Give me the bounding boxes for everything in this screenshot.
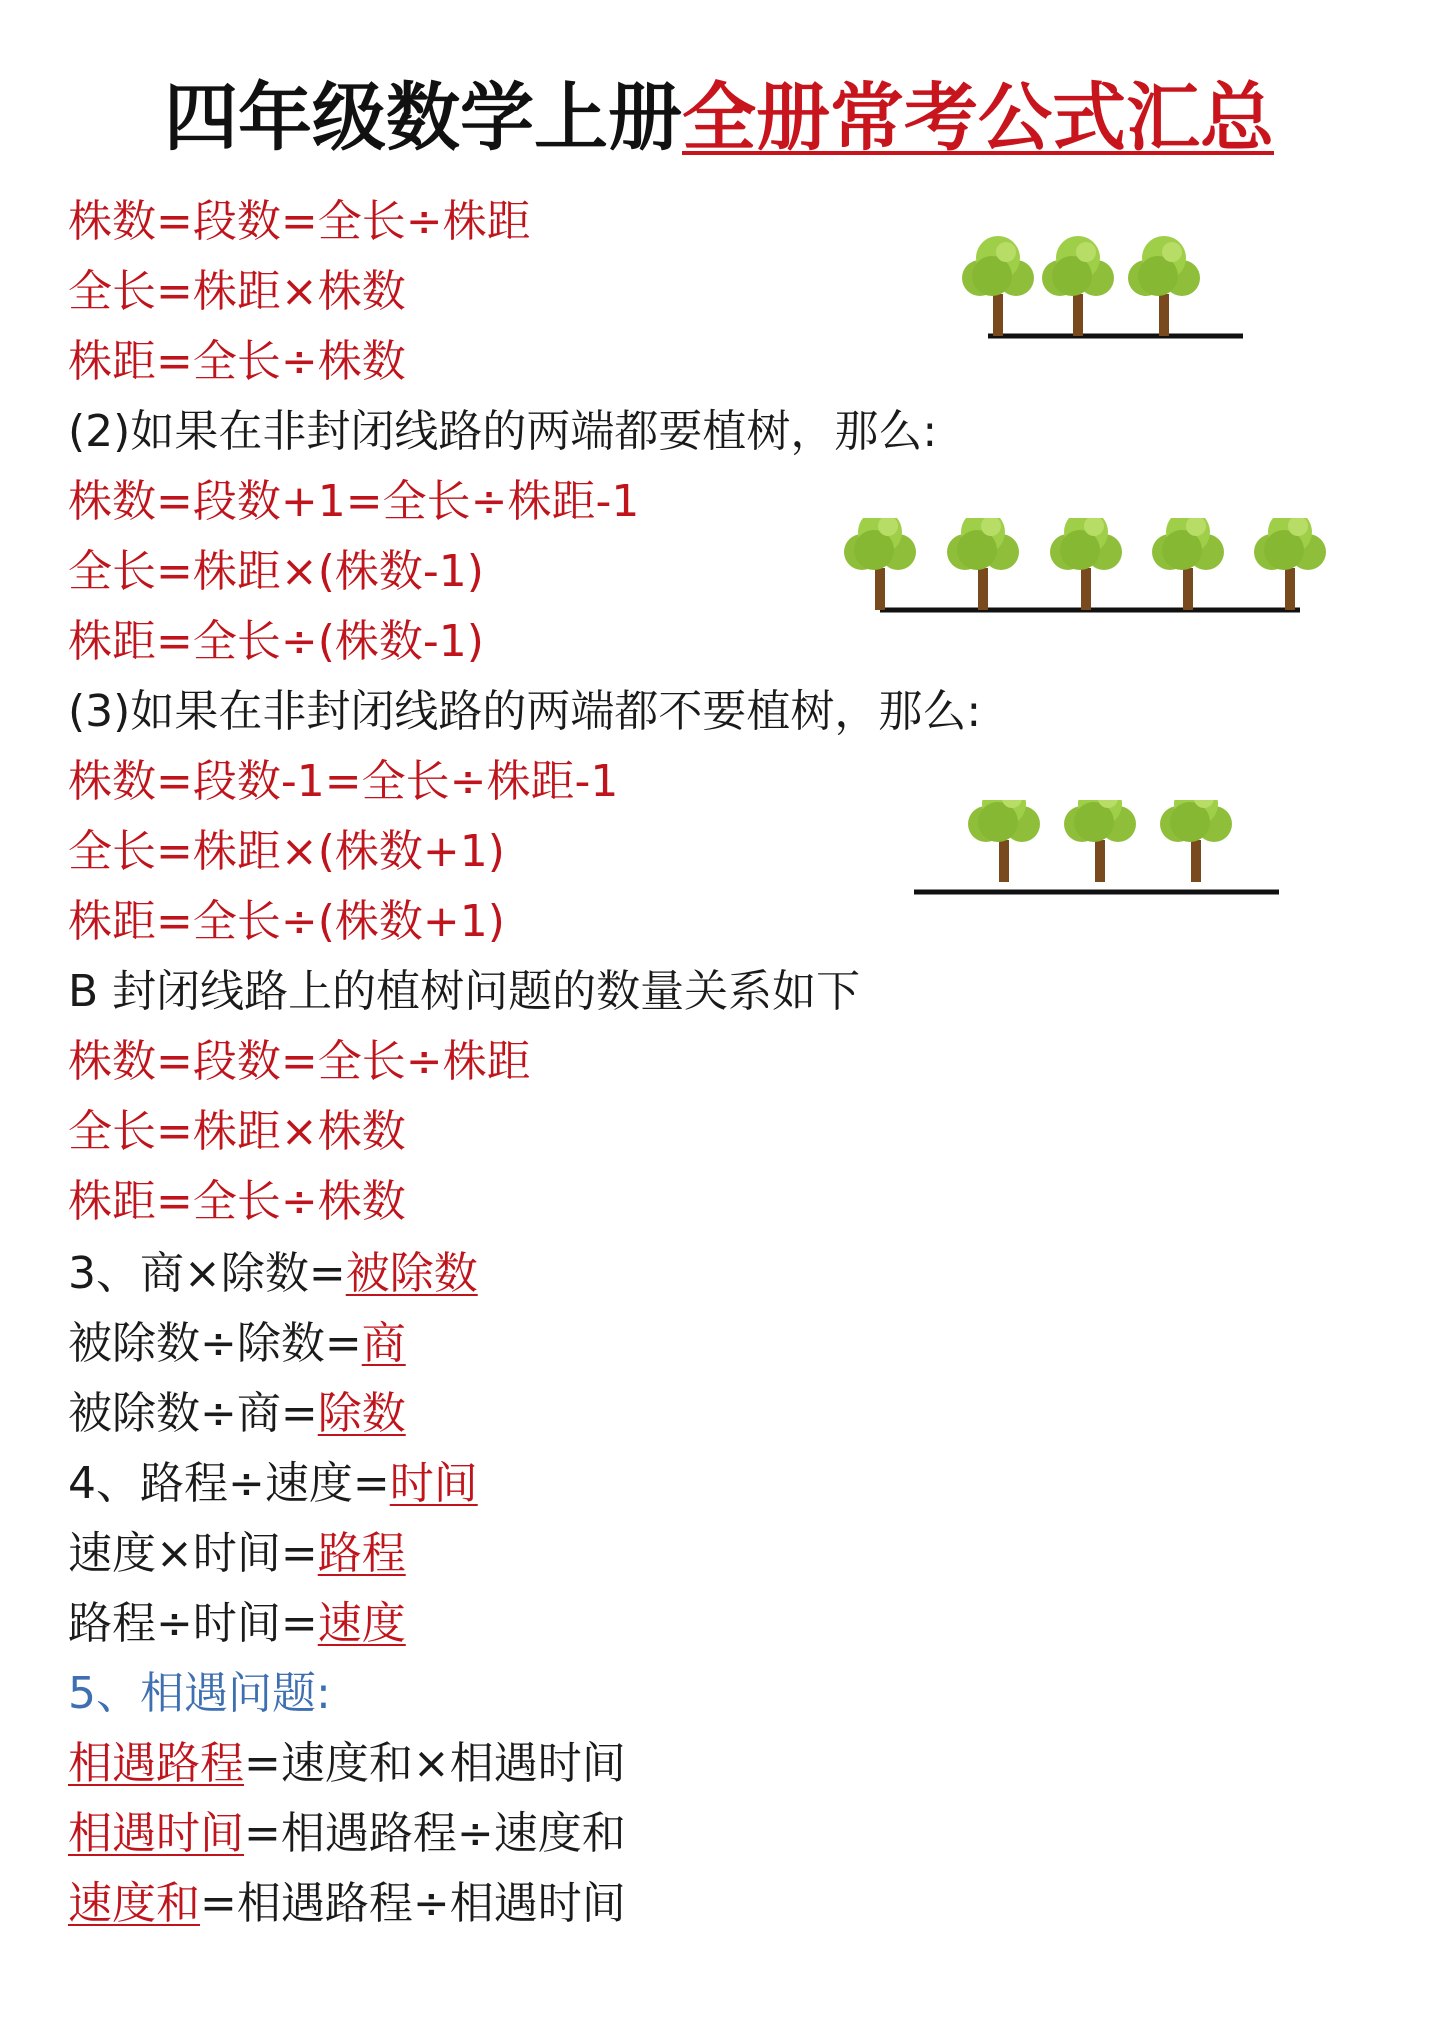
formula-text: 速度×时间=: [68, 1528, 318, 1579]
formula-text: (2)如果在非封闭线路的两端都要植树，那么:: [68, 406, 938, 457]
answer-text: 速度: [317, 1598, 406, 1649]
formula-text: 全长=株距×株数: [68, 1106, 406, 1157]
formula-line: [68, 196, 531, 247]
formula-line: [68, 756, 619, 807]
formula-line: [68, 1176, 406, 1227]
tree-icon: [968, 800, 1040, 882]
tree-icon: [947, 518, 1019, 610]
formula-line: [68, 686, 982, 737]
tree-icon: [1254, 518, 1326, 610]
answer-text: 除数: [317, 1388, 406, 1439]
formula-line: [68, 336, 406, 387]
tree-icon: [1128, 236, 1200, 336]
formula-text: 株距=全长÷(株数+1): [68, 896, 505, 947]
formula-text: 株距=全长÷株数: [68, 1176, 406, 1227]
formula-line: [68, 826, 505, 877]
formula-text: 株数=段数=全长÷株距: [68, 1036, 531, 1087]
formula-line: [68, 1248, 478, 1299]
trees-illustration-1: [958, 228, 1268, 356]
tree-icon: [1050, 518, 1122, 610]
answer-text: 速度和: [68, 1878, 200, 1929]
tree-icon: [1152, 518, 1224, 610]
formula-text: 株距=全长÷株数: [68, 336, 406, 387]
formula-text: 全长=株距×株数: [68, 266, 406, 317]
formula-text: 5、相遇问题:: [68, 1668, 331, 1719]
formula-text: 被除数÷商=: [68, 1388, 318, 1439]
formula-line: [68, 1598, 406, 1649]
page-title: [0, 75, 1438, 161]
formula-line: [68, 406, 938, 457]
formula-line: [68, 616, 484, 667]
formula-text: 株数=段数+1=全长÷株距-1: [68, 476, 640, 527]
formula-text: B 封闭线路上的植树问题的数量关系如下: [68, 966, 861, 1017]
answer-text: 时间: [389, 1458, 478, 1509]
formula-line: [68, 1388, 406, 1439]
formula-line: [68, 476, 640, 527]
trees-illustration-3: [904, 800, 1314, 910]
formula-text: 4、路程÷速度=: [68, 1458, 390, 1509]
formula-text: =相遇路程÷速度和: [244, 1808, 626, 1859]
formula-line: [68, 266, 406, 317]
answer-text: 商: [361, 1318, 406, 1369]
formula-line: [68, 1808, 626, 1859]
formula-line: [68, 966, 861, 1017]
formula-line: [68, 1668, 331, 1719]
tree-icon: [1042, 236, 1114, 336]
tree-icon: [844, 518, 916, 610]
formula-line: [68, 1318, 406, 1369]
formula-text: 株数=段数=全长÷株距: [68, 196, 531, 247]
formula-line: [68, 1458, 478, 1509]
title-highlight: 全册常考公式汇总: [682, 75, 1274, 161]
formula-text: (3)如果在非封闭线路的两端都不要植树，那么:: [68, 686, 982, 737]
answer-text: 相遇路程: [68, 1738, 244, 1789]
formula-text: 株数=段数-1=全长÷株距-1: [68, 756, 619, 807]
formula-text: 株距=全长÷(株数-1): [68, 616, 484, 667]
formula-text: 路程÷时间=: [68, 1598, 318, 1649]
tree-icon: [962, 236, 1034, 336]
formula-text: =速度和×相遇时间: [244, 1738, 626, 1789]
tree-icon: [1160, 800, 1232, 882]
formula-line: [68, 1106, 406, 1157]
formula-text: 全长=株距×(株数-1): [68, 546, 484, 597]
formula-line: [68, 546, 484, 597]
formula-text: 被除数÷除数=: [68, 1318, 362, 1369]
answer-text: 相遇时间: [68, 1808, 244, 1859]
formula-text: =相遇路程÷相遇时间: [200, 1878, 626, 1929]
formula-line: [68, 1528, 406, 1579]
formula-text: 3、商×除数=: [68, 1248, 346, 1299]
tree-icon: [1064, 800, 1136, 882]
title-main: 四年级数学上册: [164, 75, 682, 161]
formula-line: [68, 896, 505, 947]
formula-line: [68, 1738, 626, 1789]
formula-line: [68, 1036, 531, 1087]
trees-illustration-2: [828, 518, 1334, 646]
answer-text: 路程: [317, 1528, 406, 1579]
formula-text: 全长=株距×(株数+1): [68, 826, 505, 877]
formula-line: [68, 1878, 626, 1929]
answer-text: 被除数: [345, 1248, 478, 1299]
